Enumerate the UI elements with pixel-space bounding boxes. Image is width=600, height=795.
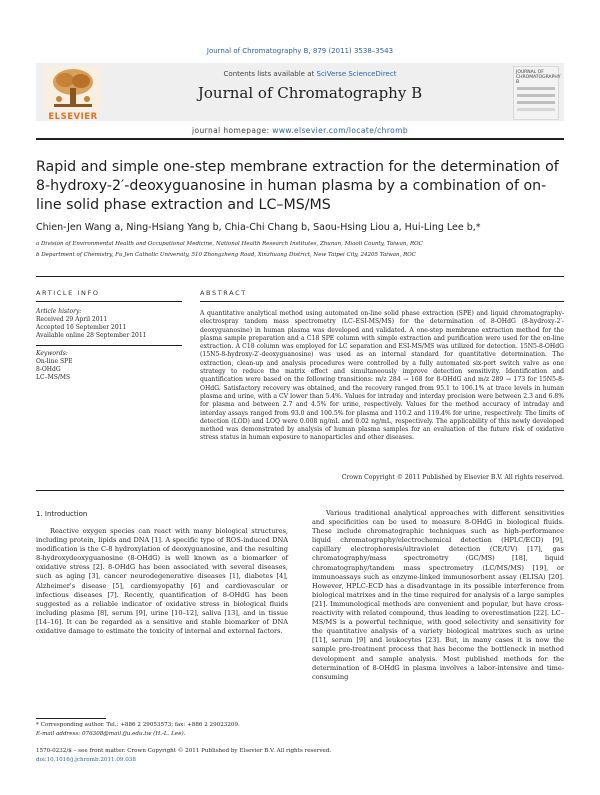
keyword: 8-OHdG <box>36 366 61 373</box>
homepage-link[interactable]: www.elsevier.com/locate/chromb <box>272 126 408 135</box>
publisher-name: ELSEVIER <box>48 112 98 122</box>
keyword: LC–MS/MS <box>36 374 71 381</box>
online-date: Available online 28 September 2011 <box>36 332 147 339</box>
article-authors: Chien-Jen Wang a, Ning-Hsiang Yang b, Chia-Chi Chang b, Saou-Hsing Liou a, Hui-Ling Lee b,* <box>36 222 481 233</box>
introduction-paragraph-left: Reactive oxygen species can react with many biological structures, including protein, lipids and DNA [1]. A specific type of ROS-induced DNA modification is the C-8 hydroxylation of deoxyguanosine, and the resulting 8-hydroxydeoxyguanosine (8-OHdG) is well known as a biomarker of oxidative stress [2]. 8-OHdG has been associated with several diseases, such as aging [3], cancer neurodegenerative diseases [1], diabetes [4], Alzheimer's disease [5], cardiomyopathy [6] and cardiovascular or infectious diseases [7]. Recently, quantification of 8-OHdG has been suggested as a reliable indicator of oxidative stress in biological fluids including plasma [8], serum [9], urine [10–12], saliva [13], and in tissue [14–16]. It can be regarded as a sensitive and stable biomarker of DNA oxidative damage to estimate the toxicity of internal and external factors. <box>36 527 288 636</box>
history-label: Article history: <box>36 308 82 315</box>
accepted-date: Accepted 16 September 2011 <box>36 324 127 331</box>
received-date: Received 29 April 2011 <box>36 316 108 323</box>
affiliation-a: a Division of Environmental Health and Occupational Medicine, National Health Research Institutes, Zhunan, Miaoli County, Taiwan, ROC <box>36 241 423 247</box>
cover-decoration <box>517 108 555 111</box>
doi-link[interactable]: doi:10.1016/j.jchromb.2011.09.038 <box>36 757 136 763</box>
article-title: Rapid and simple one-step membrane extraction for the determination of 8-hydroxy-2′-deoxyguanosine in human plasma by a combination of on-line solid phase extraction and LC–MS/MS <box>36 159 559 213</box>
homepage-prefix: journal homepage: <box>191 126 270 135</box>
cover-decoration <box>517 101 555 104</box>
keywords-label: Keywords: <box>36 350 68 357</box>
corresponding-author-note: * Corresponding author. Tel.: +886 2 29053573; fax: +886 2 29023209. <box>36 722 240 728</box>
affiliation-divider <box>36 276 564 277</box>
contents-prefix: Contents lists available at <box>223 70 315 78</box>
abstract-text: A quantitative analytical method using automated on-line solid phase extraction (SPE) and liquid chromatography-electrospray tandem mass spectrometry (LC–ESI-MS/MS) for the determination of 8-OHdG (8-hydroxy-2′-deoxyguanosine) in human plasma was developed and validated. A one-step membrane extraction method for the plasma sample preparation and a C18 SPE column with simple extraction and purification were used for the on-line extraction. A C18 column was employed for LC separation and ESI-MS/MS was utilized for detection. 15N5-8-OHdG (15N5-8-hydroxy-2′-deoxyguanosine) was used as an internal standard for quantitative determination. The extraction, clean-up and analysis procedures were controlled by a fully automated six-port switch valve as one strategy to reduce the matrix effect and simultaneously improve detection sensitivity. Identification and quantification were based on the following transitions: m/z 284 → 168 for 8-OHdG and m/z 289 → 173 for 15N5-8-OHdG. Satisfactory recovery was obtained, and the recovery ranged from 95.1 to 106.1% at trace levels in human plasma and urine, with a CV lower than 5.4%. Values for intraday and interday precision were between 2.3 and 6.8% for plasma and between 2.7 and 4.5% for urine, respectively. Values for the method accuracy of intraday and interday assays ranged from 93.0 and 100.5% for plasma and 110.2 and 119.4% for urine, respectively. The limits of detection (LOD) and LOQ were 0.008 ng/mL and 0.02 ng/mL, respectively. The applicability of this newly developed method was demonstrated by analysis of human plasma samples for an evaluation of the future risk of oxidative stress status in human exposure to nanoparticles and other diseases. <box>200 310 564 442</box>
abstract-rule <box>200 301 564 302</box>
contents-availability <box>160 70 460 78</box>
introduction-paragraph-right: Various traditional analytical approaches with different sensitivities and specificities can be used to measure 8-OHdG in biological fluids. These include chromatographic techniques such as high-performance liquid chromatography/electrochemical detection (HPLC/ECD) [9], capillary electrophoresis/ultraviolet detection (CE/UV) [17], gas chromatography/mass spectrometry (GC/MS) [18], liquid chromatography/tandem mass spectrometry (LC/MS/MS) [19], or immunoassays such as enzyme-linked immunosorbent assay (ELISA) [20]. However, HPLC-ECD has a disadvantage in its possible interference from biological matrixes and in the time required for analysis of a large samples [21]. Immunological methods are convenient and popular, but have cross-reactivity with related compound, thus leading to overestimation [22]. LC–MS/MS is a powerful technique, with good selectivity and sensitivity for the quantitative analysis of a variety biological matrixes such as urine [11], serum [9] and leukocytes [23]. But, in many cases it is now the sample pre-treatment process that has become the bottleneck in method development and sample analysis. Most published methods for the determination of 8-OHdG in plasma involves a labor-intensive and time-consuming <box>312 509 564 681</box>
journal-reference[interactable]: Journal of Chromatography B, 879 (2011) 3538–3543 <box>206 47 394 55</box>
introduction-heading: 1. Introduction <box>36 510 88 518</box>
abstract-heading: ABSTRACT <box>200 289 247 297</box>
journal-cover-thumbnail <box>513 66 559 120</box>
article-history <box>36 308 166 340</box>
affiliation-b: b Department of Chemistry, Fu Jen Catholic University, 510 Zhongzheng Road, Xinzhuang District, New Taipei City, 24205 Taiwan, ROC <box>36 252 416 258</box>
sciencedirect-link[interactable]: SciVerse ScienceDirect <box>316 70 397 78</box>
footnote-rule <box>36 718 106 719</box>
cover-decoration <box>517 87 555 90</box>
keyword: On-line SPE <box>36 358 73 365</box>
email-note[interactable]: E-mail address: 076308@mail.fju.edu.tw (H.-L. Lee). <box>36 731 186 737</box>
header-divider <box>36 138 564 140</box>
cover-decoration <box>517 94 555 97</box>
journal-homepage <box>0 126 600 135</box>
abstract-copyright: Crown Copyright © 2011 Published by Elsevier B.V. All rights reserved. <box>341 474 564 481</box>
issn-line: 1570-0232/$ – see front matter. Crown Copyright © 2011 Published by Elsevier B.V. All rights reserved. <box>36 748 332 754</box>
journal-title: Journal of Chromatography B <box>197 84 423 102</box>
elsevier-tree-logo-icon <box>44 66 102 110</box>
keywords-rule <box>36 345 182 346</box>
article-info-heading: ARTICLE INFO <box>36 289 100 297</box>
abstract-divider <box>36 490 564 491</box>
article-info-rule <box>36 301 182 302</box>
keywords-block <box>36 350 166 382</box>
cover-title: JOURNAL OF CHROMATOGRAPHY B <box>516 70 561 85</box>
